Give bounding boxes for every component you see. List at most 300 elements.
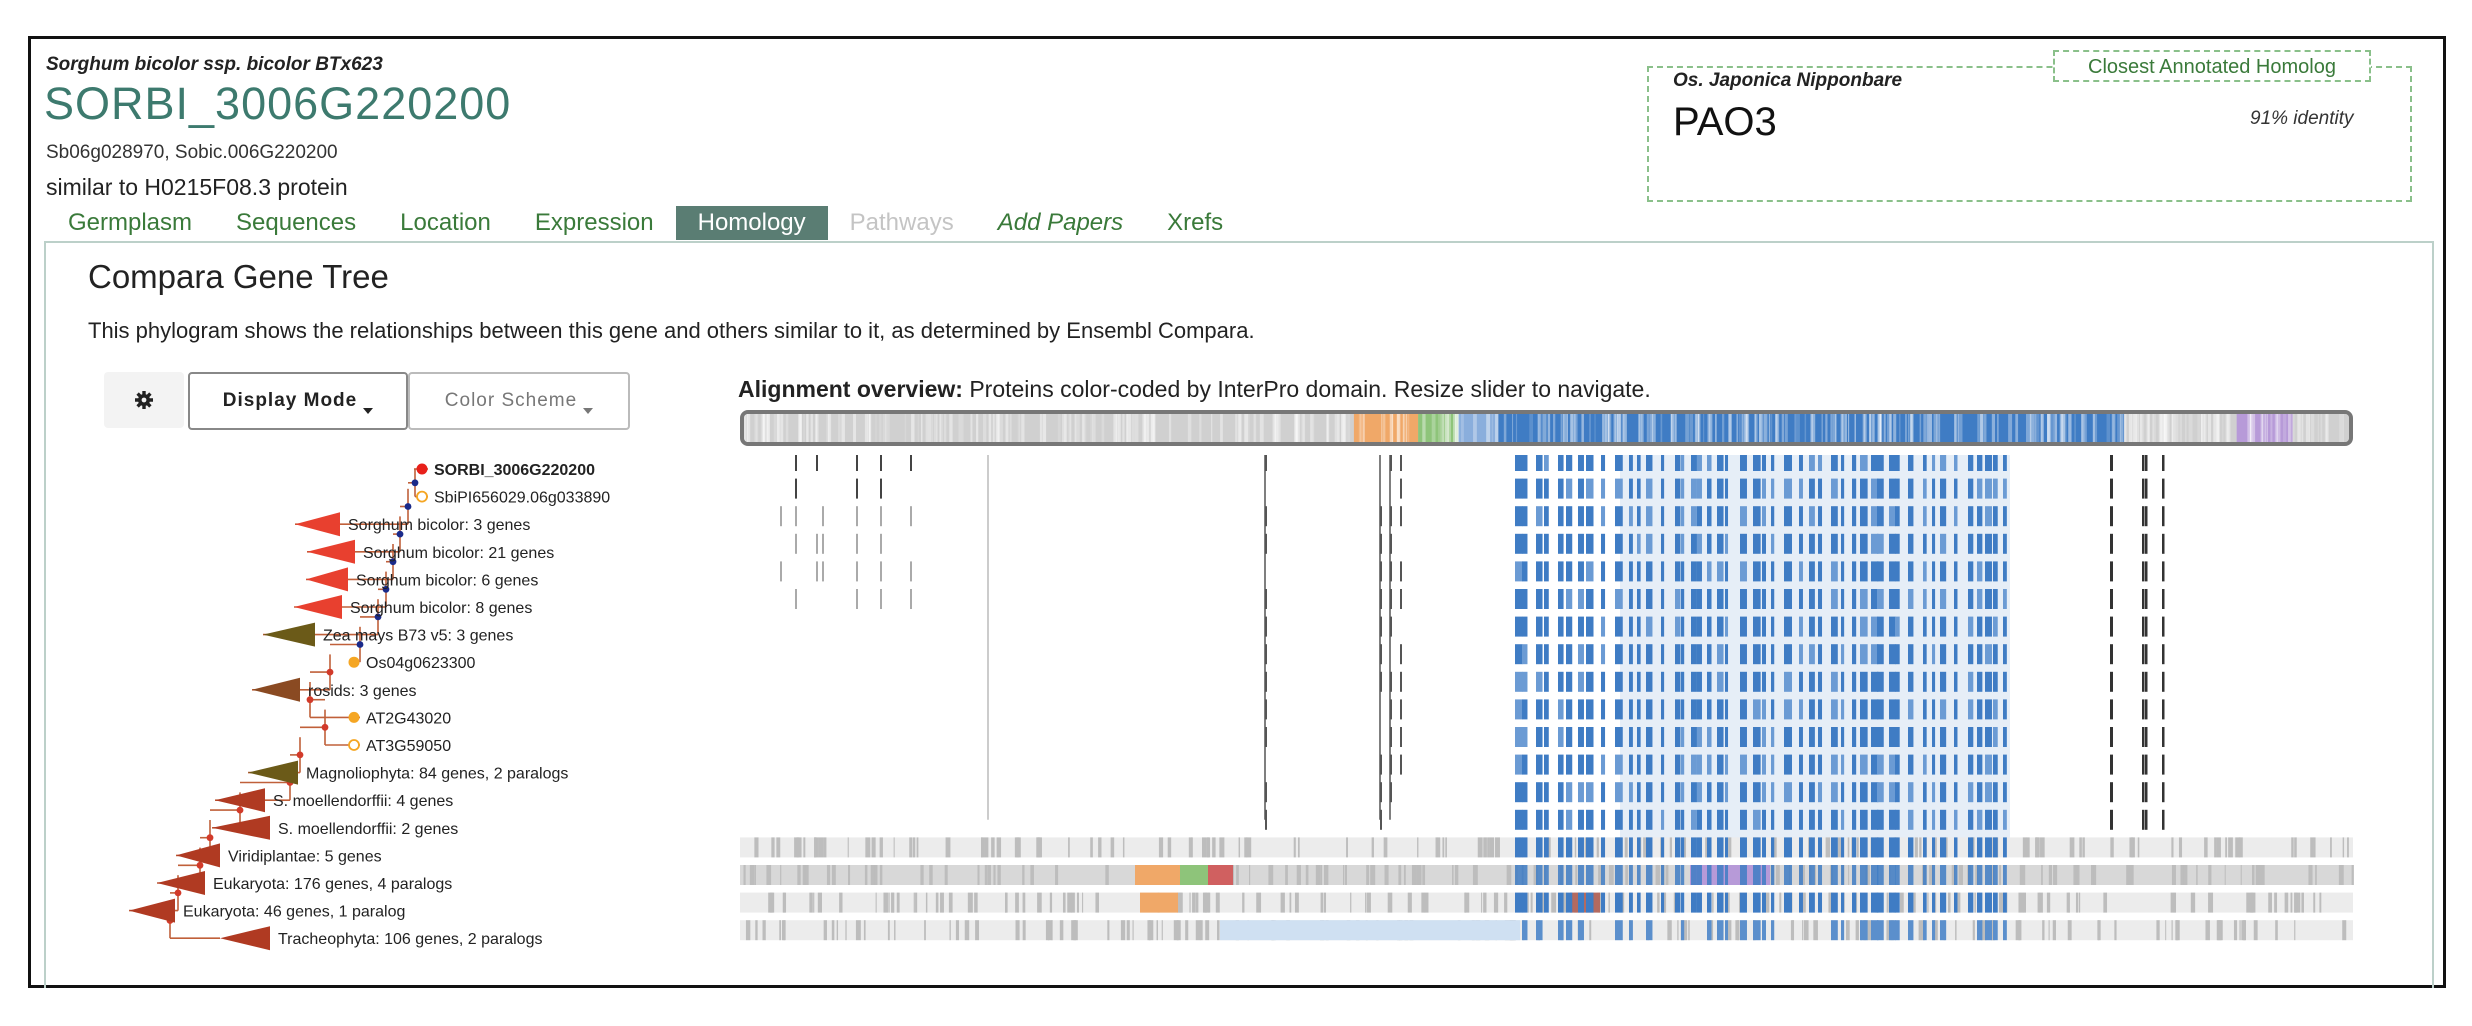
domain-block — [1725, 699, 1728, 719]
overview-stripe — [1392, 414, 1393, 442]
domain-block — [1852, 672, 1856, 692]
overview-stripe — [868, 414, 872, 442]
domain-block — [1717, 617, 1724, 637]
alignment-tick — [1265, 699, 1267, 719]
overview-stripe — [1239, 414, 1241, 442]
alignment-tick — [2162, 727, 2165, 747]
alignment-overview-slider[interactable] — [740, 410, 2353, 446]
tab-xrefs[interactable]: Xrefs — [1167, 209, 1224, 236]
domain-block — [1691, 455, 1697, 471]
overview-stripe — [1695, 414, 1697, 442]
alignment-tick — [2174, 893, 2176, 913]
domain-block — [1220, 920, 1520, 940]
tree-node-dot[interactable] — [322, 724, 329, 731]
domain-block — [1841, 699, 1844, 719]
domain-block — [1968, 893, 1973, 913]
color-scheme-dropdown[interactable] — [408, 372, 630, 430]
tree-node[interactable] — [295, 512, 530, 536]
domain-block — [1852, 479, 1856, 499]
domain-block — [1968, 727, 1973, 747]
domain-block — [1740, 506, 1747, 526]
overview-stripe — [2008, 414, 2012, 442]
overview-stripe — [1042, 414, 1046, 442]
tree-node[interactable] — [349, 710, 452, 727]
domain-block — [1762, 644, 1766, 664]
domain-block — [1578, 755, 1584, 775]
alignment-tick — [2315, 865, 2317, 885]
domain-block — [1877, 672, 1884, 692]
alignment-tick — [1372, 837, 1374, 857]
overview-stripe — [806, 414, 808, 442]
collapsed-clade-triangle[interactable] — [252, 678, 300, 702]
domain-block — [1940, 455, 1946, 471]
domain-block — [1831, 644, 1838, 664]
domain-block — [1932, 810, 1935, 830]
tree-node-label: Eukaryota: 46 genes, 1 paralog — [183, 903, 406, 921]
overview-stripe — [2074, 414, 2076, 442]
domain-block — [1877, 920, 1884, 940]
overview-stripe — [1879, 414, 1882, 442]
alignment-tick — [2020, 893, 2024, 913]
domain-block — [1877, 810, 1884, 830]
domain-block — [1544, 893, 1549, 913]
domain-block — [1615, 506, 1623, 526]
alignment-tick — [920, 865, 923, 885]
domain-block — [1691, 644, 1697, 664]
domain-block — [1740, 672, 1747, 692]
tree-node-dot[interactable] — [197, 862, 204, 869]
alignment-tick — [1324, 893, 1326, 913]
domain-block — [1860, 455, 1868, 471]
alignment-tick — [1046, 920, 1049, 940]
overview-stripe — [1589, 414, 1590, 442]
settings-button[interactable] — [104, 372, 184, 428]
domain-block — [2003, 727, 2007, 747]
alignment-tick — [1297, 865, 1301, 885]
domain-block — [1522, 479, 1527, 499]
tree-node-dot[interactable] — [237, 807, 244, 814]
alignment-tick — [2142, 644, 2145, 664]
tree-node-label: AT2G43020 — [366, 710, 452, 728]
domain-block — [1889, 455, 1896, 471]
collapsed-clade-triangle[interactable] — [295, 512, 340, 536]
tree-node[interactable] — [212, 816, 458, 840]
domain-block — [1675, 699, 1680, 719]
alignment-tick — [1196, 920, 1201, 940]
tab-expression[interactable]: Expression — [534, 209, 654, 236]
domain-block — [1725, 589, 1728, 609]
overview-stripe — [1920, 414, 1922, 442]
domain-block — [1675, 755, 1680, 775]
domain-block — [1831, 699, 1838, 719]
alignment-tick — [1473, 865, 1478, 885]
domain-block — [1544, 479, 1549, 499]
domain-block — [1968, 561, 1973, 581]
alignment-tick — [913, 837, 915, 857]
domain-block — [1895, 810, 1900, 830]
domain-block — [1852, 561, 1856, 581]
overview-stripe — [1313, 414, 1315, 442]
tree-node-dot[interactable] — [207, 834, 214, 841]
collapsed-clade-triangle[interactable] — [294, 595, 342, 619]
domain-block — [1515, 455, 1522, 471]
alignment-tick — [880, 865, 883, 885]
alignment-tick — [2041, 865, 2043, 885]
alignment-tick — [818, 893, 822, 913]
alignment-tick — [1609, 865, 1614, 885]
overview-stripe — [1707, 414, 1710, 442]
alignment-tick — [974, 893, 978, 913]
alignment-tick — [1082, 893, 1083, 913]
domain-block — [1818, 699, 1822, 719]
alignment-tick — [1023, 920, 1026, 940]
alignment-tick — [1464, 893, 1469, 913]
tab-germplasm[interactable]: Germplasm — [68, 209, 193, 236]
alignment-tick — [1242, 893, 1244, 913]
alignment-tick — [1867, 920, 1872, 940]
domain-block — [1762, 893, 1766, 913]
tree-node-dot[interactable] — [297, 752, 304, 759]
alignment-tick — [2097, 920, 2099, 940]
tree-node[interactable] — [294, 595, 532, 619]
tree-node-dot[interactable] — [405, 503, 412, 510]
alignment-tick — [910, 589, 912, 609]
alignment-tick — [2162, 589, 2165, 609]
alignment-tick — [803, 837, 805, 857]
domain-block — [1985, 617, 1992, 637]
domain-block — [1646, 534, 1652, 554]
domain-block — [1681, 534, 1684, 554]
alignment-tick — [1209, 893, 1211, 913]
alignment-tick — [883, 893, 887, 913]
alignment-tick — [2162, 644, 2165, 664]
domain-block — [1809, 782, 1815, 802]
overview-stripe — [1397, 414, 1401, 442]
alignment-tick — [2076, 865, 2077, 885]
alignment-tick — [2110, 561, 2113, 581]
collapsed-clade-triangle[interactable] — [248, 761, 298, 785]
domain-block — [1740, 644, 1747, 664]
domain-block — [1707, 561, 1712, 581]
tree-node[interactable] — [306, 567, 538, 591]
alignment-tick — [924, 920, 926, 940]
alignment-tick — [856, 479, 858, 499]
collapsed-clade-triangle[interactable] — [263, 623, 315, 647]
alignment-tick — [1857, 837, 1859, 857]
domain-block — [1536, 561, 1543, 581]
tree-node[interactable] — [263, 623, 513, 647]
alignment-tick — [2110, 617, 2113, 637]
tree-node-dot[interactable] — [412, 479, 419, 486]
alignment-tick — [814, 837, 816, 857]
alignment-tick — [2142, 699, 2145, 719]
alignment-tick — [1913, 893, 1915, 913]
domain-block — [1784, 837, 1792, 857]
collapsed-clade-triangle[interactable] — [306, 567, 348, 591]
alignment-tick — [1400, 699, 1402, 719]
alignment-tick — [2294, 920, 2295, 940]
domain-block — [1681, 865, 1684, 885]
alignment-tick — [1189, 893, 1190, 913]
overview-stripe — [1486, 414, 1490, 442]
tab-location[interactable]: Location — [400, 209, 491, 236]
alignment-tick — [2110, 479, 2113, 499]
alignment-tick — [1219, 837, 1224, 857]
domain-block — [1675, 810, 1680, 830]
alignment-tracks — [740, 455, 2354, 955]
domain-block — [1522, 561, 1527, 581]
domain-block — [1923, 534, 1927, 554]
domain-block — [1923, 755, 1927, 775]
domain-block — [1771, 837, 1774, 857]
tree-node[interactable] — [157, 871, 452, 895]
alignment-tick — [2079, 837, 2082, 857]
domain-block — [1831, 617, 1838, 637]
domain-block — [1877, 534, 1884, 554]
domain-block — [1985, 727, 1992, 747]
domain-block — [1601, 727, 1605, 747]
tree-node-dot[interactable] — [327, 669, 334, 676]
overview-stripe — [2275, 414, 2277, 442]
alignment-tick — [822, 534, 824, 554]
domain-block — [1799, 534, 1803, 554]
domain-block — [1707, 727, 1712, 747]
domain-block — [1515, 561, 1522, 581]
overview-stripe — [1810, 414, 1812, 442]
domain-block — [1544, 644, 1549, 664]
overview-stripe — [2094, 414, 2097, 442]
overview-stripe — [1131, 414, 1134, 442]
tree-node[interactable] — [220, 926, 542, 950]
domain-block — [1536, 644, 1543, 664]
overview-stripe — [1403, 414, 1405, 442]
domain-block — [1629, 534, 1633, 554]
domain-block — [1558, 893, 1564, 913]
domain-block — [1725, 755, 1728, 775]
domain-block — [1831, 893, 1838, 913]
domain-block — [1725, 893, 1728, 913]
homolog-name[interactable]: PAO3 — [1673, 100, 1777, 144]
alignment-tick — [771, 837, 774, 857]
domain-block — [1646, 455, 1652, 471]
domain-block — [1895, 727, 1900, 747]
domain-block — [1940, 589, 1946, 609]
domain-block — [1707, 920, 1712, 940]
tree-node-dot[interactable] — [175, 890, 182, 897]
domain-block — [1968, 782, 1973, 802]
domain-block — [1923, 617, 1927, 637]
domain-block — [1932, 534, 1935, 554]
domain-block — [1646, 617, 1652, 637]
alignment-tick — [2040, 837, 2045, 857]
domain-block — [1661, 561, 1664, 581]
alignment-tick — [1400, 589, 1402, 609]
domain-block — [1932, 644, 1935, 664]
tree-node[interactable] — [417, 490, 610, 507]
domain-block — [1784, 727, 1792, 747]
overview-stripe — [1650, 414, 1652, 442]
domain-block — [2003, 755, 2007, 775]
domain-block — [1566, 920, 1572, 940]
domain-block — [1985, 893, 1992, 913]
alignment-tick — [813, 893, 814, 913]
domain-block — [1831, 455, 1838, 471]
overview-stripe — [944, 414, 946, 442]
domain-block — [1877, 727, 1884, 747]
domain-block — [1536, 506, 1543, 526]
domain-block — [1717, 810, 1724, 830]
domain-block — [1852, 534, 1856, 554]
domain-block — [1799, 672, 1803, 692]
alignment-tick — [797, 865, 800, 885]
domain-block — [1646, 810, 1652, 830]
domain-block — [1566, 893, 1572, 913]
alignment-tick — [779, 920, 781, 940]
domain-block — [1558, 837, 1564, 857]
domain-block — [1818, 755, 1822, 775]
domain-block — [1985, 810, 1992, 830]
overview-stripe — [1997, 414, 1998, 442]
domain-block — [1661, 893, 1664, 913]
domain-block — [1740, 589, 1747, 609]
overview-stripe — [2318, 414, 2319, 442]
domain-block — [1860, 837, 1868, 857]
alignment-tick — [2285, 893, 2289, 913]
collapsed-clade-triangle[interactable] — [220, 926, 270, 950]
domain-block — [1601, 672, 1605, 692]
alignment-bg — [740, 920, 2353, 940]
domain-block — [1841, 727, 1844, 747]
domain-block — [1771, 617, 1774, 637]
overview-stripe — [1722, 414, 1724, 442]
alignment-tick — [1400, 455, 1402, 471]
overview-stripe — [777, 414, 779, 442]
domain-block — [1578, 810, 1584, 830]
tree-node[interactable] — [349, 738, 451, 755]
tree-node[interactable] — [176, 843, 382, 867]
alignment-tick — [2252, 865, 2254, 885]
domain-block — [1578, 672, 1584, 692]
domain-block — [1544, 561, 1549, 581]
domain-block — [1558, 810, 1564, 830]
alignment-tick — [1643, 837, 1646, 857]
domain-block — [1691, 893, 1697, 913]
domain-block — [1725, 534, 1728, 554]
alignment-tick — [780, 561, 782, 581]
domain-block — [1725, 672, 1728, 692]
domain-block — [1637, 837, 1641, 857]
overview-stripe — [1563, 414, 1564, 442]
alignment-tick — [1060, 920, 1064, 940]
tab-pathways: Pathways — [849, 209, 954, 236]
alignment-tick — [2162, 617, 2165, 637]
tree-node[interactable] — [307, 540, 554, 564]
collapsed-clade-triangle[interactable] — [212, 816, 270, 840]
display-mode-dropdown[interactable] — [188, 372, 408, 430]
tab-homology[interactable]: Homology — [676, 206, 828, 240]
domain-block — [1740, 727, 1747, 747]
tab-add-papers[interactable]: Add Papers — [997, 209, 1124, 236]
domain-block — [1889, 589, 1896, 609]
domain-block — [1799, 837, 1803, 857]
domain-block — [1140, 893, 1178, 913]
tab-sequences[interactable]: Sequences — [236, 209, 357, 236]
alignment-tick — [1016, 920, 1020, 940]
tree-node[interactable] — [129, 899, 405, 923]
alignment-tick — [1826, 837, 1831, 857]
domain-block — [1860, 589, 1868, 609]
overview-stripe — [1151, 414, 1153, 442]
overview-stripe — [1594, 414, 1595, 442]
domain-block — [1515, 865, 1522, 885]
overview-stripe — [911, 414, 914, 442]
collapsed-clade-triangle[interactable] — [129, 899, 175, 923]
domain-block — [1629, 672, 1633, 692]
overview-stripe — [1360, 414, 1362, 442]
domain-block — [2003, 810, 2007, 830]
alignment-tick — [1265, 534, 1267, 554]
alignment-tick — [1856, 920, 1859, 940]
domain-block — [1536, 617, 1543, 637]
alignment-tick — [1528, 893, 1529, 913]
domain-block — [1753, 727, 1761, 747]
domain-block — [1637, 893, 1641, 913]
alignment-tick — [2114, 920, 2116, 940]
domain-block — [1629, 755, 1633, 775]
domain-block — [1717, 561, 1724, 581]
domain-block — [1646, 699, 1652, 719]
alignment-tick — [2142, 672, 2145, 692]
domain-block — [1809, 479, 1815, 499]
alignment-tick — [2142, 506, 2145, 526]
overview-stripe — [1703, 414, 1704, 442]
domain-block — [2003, 920, 2007, 940]
alignment-tick — [2235, 837, 2240, 857]
domain-block — [1932, 561, 1935, 581]
alignment-tick — [1067, 893, 1072, 913]
domain-block — [1646, 479, 1652, 499]
alignment-tick — [981, 837, 985, 857]
domain-block — [1586, 810, 1594, 830]
collapsed-clade-triangle[interactable] — [307, 540, 355, 564]
alignment-tick — [1249, 865, 1250, 885]
domain-block — [1968, 534, 1973, 554]
domain-block — [1615, 893, 1623, 913]
domain-block — [1515, 810, 1522, 830]
alignment-tick — [784, 893, 785, 913]
domain-block — [1637, 506, 1641, 526]
alignment-tick — [1345, 865, 1347, 885]
alignment-tick — [2299, 893, 2300, 913]
tree-node[interactable] — [215, 788, 453, 812]
domain-block — [1661, 644, 1664, 664]
tree-node[interactable] — [248, 761, 568, 785]
alignment-tick — [2162, 810, 2165, 830]
overview-stripe — [1102, 414, 1105, 442]
tree-node[interactable] — [417, 462, 596, 479]
domain-block — [1895, 837, 1900, 857]
domain-block — [1771, 534, 1774, 554]
domain-block — [1586, 589, 1594, 609]
tree-node[interactable] — [252, 678, 417, 702]
alignment-tick — [795, 455, 797, 471]
overview-stripe — [2107, 414, 2111, 442]
domain-block — [1629, 727, 1633, 747]
tree-node[interactable] — [349, 655, 476, 672]
overview-stripe — [1641, 414, 1643, 442]
domain-block — [1753, 644, 1761, 664]
domain-block — [1799, 727, 1803, 747]
